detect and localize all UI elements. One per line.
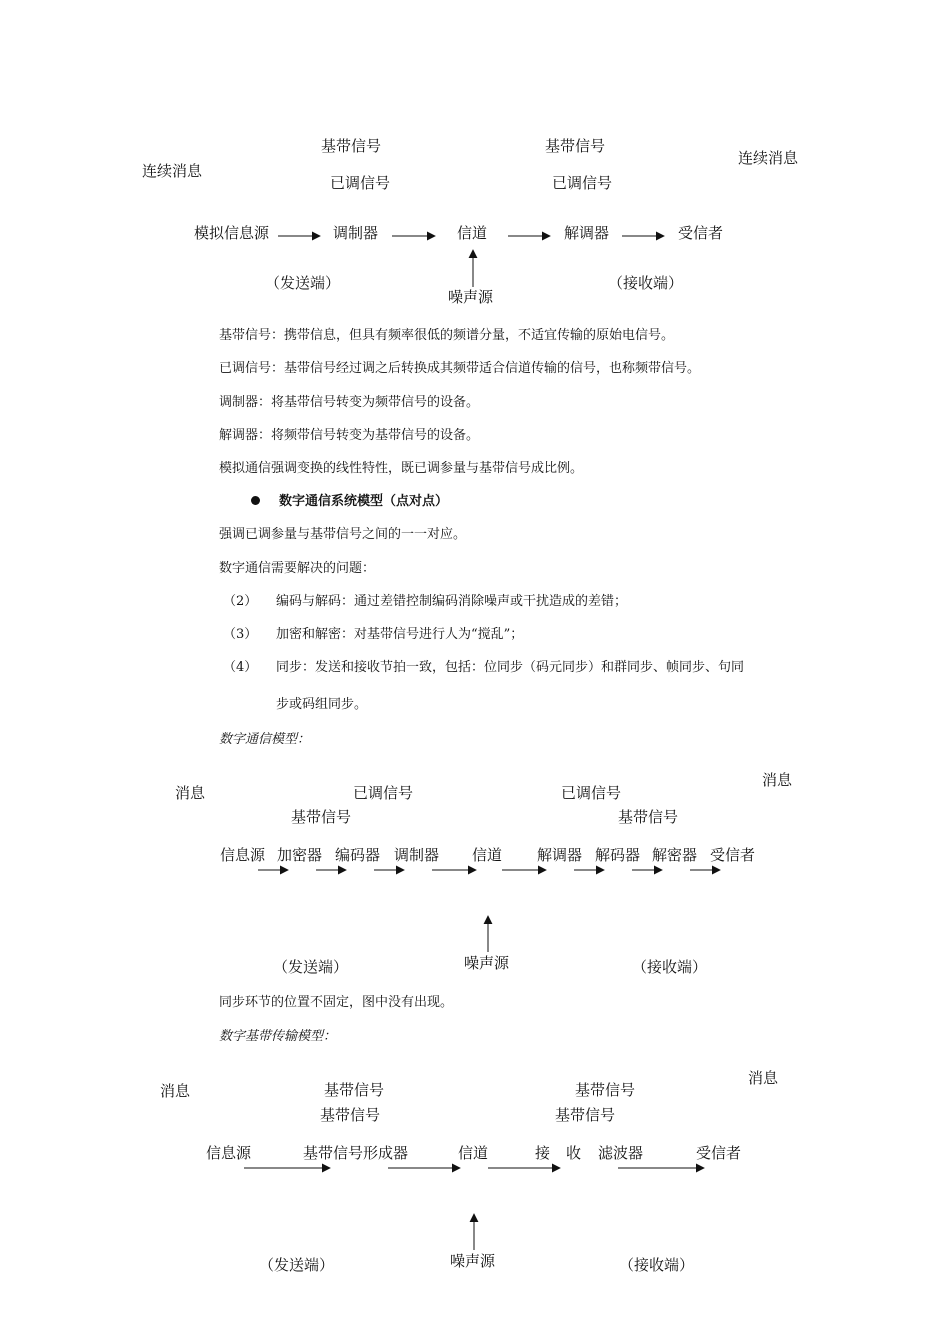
definition-line: 已调信号：基带信号经过调之后转换成其频带适合信道传输的信号，也称频带信号。 <box>219 361 701 376</box>
message-right-label: 消息 <box>748 1069 779 1087</box>
demodulator-block: 解调器 <box>564 224 610 242</box>
channel-block: 信道 <box>472 846 503 864</box>
message-left-label: 消息 <box>160 1082 191 1100</box>
definition-line: 模拟通信强调变换的线性特性，既已调参量与基带信号成比例。 <box>219 461 584 476</box>
sender-end-label: （发送端） <box>265 274 341 292</box>
modulator-block: 调制器 <box>394 846 440 864</box>
modulated-signal-label: 已调信号 <box>330 174 391 192</box>
decryptor-block: 解密器 <box>652 846 698 864</box>
baseband-signal-label: 基带信号 <box>618 808 679 826</box>
receive-label-part2: 收 <box>566 1144 582 1162</box>
sender-end-label: （发送端） <box>273 958 349 976</box>
definition-line: 基带信号：携带信息，但具有频率很低的频谱分量，不适宜传输的原始电信号。 <box>219 328 675 343</box>
sync-note: 同步环节的位置不固定，图中没有出现。 <box>219 995 454 1010</box>
noise-source-label: 噪声源 <box>450 1252 496 1270</box>
info-source-block: 信息源 <box>220 846 266 864</box>
encryptor-block: 加密器 <box>277 846 323 864</box>
baseband-signal-label: 基带信号 <box>575 1081 636 1099</box>
problem-number: （4） <box>223 660 258 675</box>
encoder-block: 编码器 <box>335 846 381 864</box>
receiver-block: 受信者 <box>678 224 724 242</box>
baseband-model-title: 数字基带传输模型： <box>219 1029 337 1044</box>
receiver-end-label: （接收端） <box>619 1256 695 1274</box>
intro-line: 数字通信需要解决的问题： <box>219 561 376 576</box>
info-source-block: 信息源 <box>206 1144 252 1162</box>
message-left-label: 消息 <box>175 784 206 802</box>
problem-text: 加密和解密：对基带信号进行人为“搅乱”； <box>276 627 524 642</box>
continuous-message-right-label: 连续消息 <box>738 149 799 167</box>
baseband-signal-label: 基带信号 <box>545 137 606 155</box>
baseband-signal-label: 基带信号 <box>555 1106 616 1124</box>
problem-text-continued: 步或码组同步。 <box>276 697 368 712</box>
section-heading: 数字通信系统模型（点对点） <box>279 494 449 509</box>
baseband-signal-label: 基带信号 <box>321 137 382 155</box>
definition-line: 调制器：将基带信号转变为频带信号的设备。 <box>219 395 480 410</box>
receiver-block: 受信者 <box>710 846 756 864</box>
modulated-signal-label: 已调信号 <box>561 784 622 802</box>
continuous-message-left-label: 连续消息 <box>142 162 203 180</box>
modulated-signal-label: 已调信号 <box>353 784 414 802</box>
channel-block: 信道 <box>457 224 488 242</box>
baseband-signal-label: 基带信号 <box>324 1081 385 1099</box>
receiver-end-label: （接收端） <box>608 274 684 292</box>
digital-model-title: 数字通信模型： <box>219 732 311 747</box>
message-right-label: 消息 <box>762 771 793 789</box>
receive-label-part1: 接 <box>535 1144 551 1162</box>
decoder-block: 解码器 <box>595 846 641 864</box>
intro-line: 强调已调参量与基带信号之间的一一对应。 <box>219 527 467 542</box>
filter-block: 滤波器 <box>598 1144 644 1162</box>
demodulator-block: 解调器 <box>537 846 583 864</box>
noise-source-label: 噪声源 <box>448 288 494 306</box>
receiver-block: 受信者 <box>696 1144 742 1162</box>
modulated-signal-label: 已调信号 <box>552 174 613 192</box>
modulator-block: 调制器 <box>333 224 379 242</box>
baseband-former-block: 基带信号形成器 <box>303 1144 409 1162</box>
problem-number: （2） <box>223 594 258 609</box>
problem-text: 编码与解码：通过差错控制编码消除噪声或干扰造成的差错； <box>276 594 628 609</box>
channel-block: 信道 <box>458 1144 489 1162</box>
problem-number: （3） <box>223 627 258 642</box>
problem-text: 同步：发送和接收节拍一致，包括：位同步（码元同步）和群同步、帧同步、句同 <box>276 660 745 675</box>
baseband-signal-label: 基带信号 <box>320 1106 381 1124</box>
baseband-signal-label: 基带信号 <box>291 808 352 826</box>
analog-source-block: 模拟信息源 <box>194 224 270 242</box>
sender-end-label: （发送端） <box>259 1256 335 1274</box>
noise-source-label: 噪声源 <box>464 954 510 972</box>
receiver-end-label: （接收端） <box>632 958 708 976</box>
definition-line: 解调器：将频带信号转变为基带信号的设备。 <box>219 428 480 443</box>
